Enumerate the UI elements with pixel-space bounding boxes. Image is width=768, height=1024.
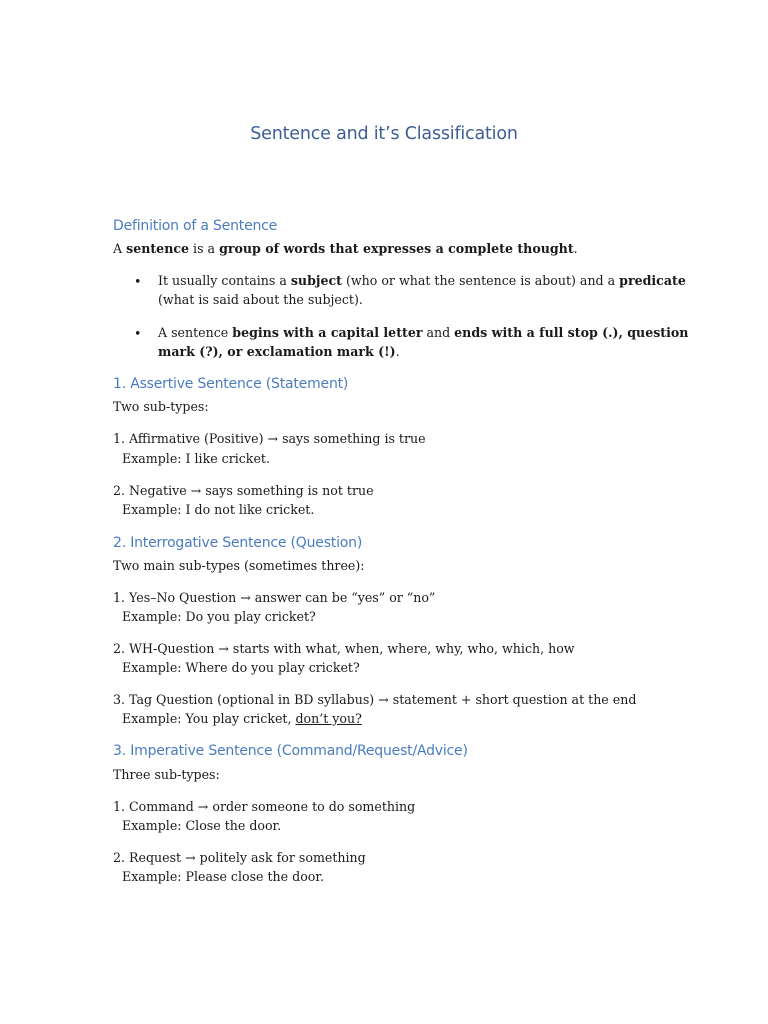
example-text: Example: You play cricket, don’t you? xyxy=(122,711,362,726)
tag-question-underlined: don’t you? xyxy=(295,711,362,726)
bullet-icon: • xyxy=(134,274,142,289)
definition-paragraph: A sentence is a group of words that expresses a complete thought. xyxy=(113,241,578,256)
list-item: 2. Request → politely ask for something xyxy=(113,850,366,865)
list-item: 1. Yes–No Question → answer can be “yes” or “no” xyxy=(113,590,436,605)
subtypes-label: Three sub-types: xyxy=(113,767,220,782)
subtypes-label: Two sub-types: xyxy=(113,399,209,414)
bullet-item-continuation: mark (?), or exclamation mark (!). xyxy=(158,344,400,359)
bullet-item-capital-letter: A sentence begins with a capital letter and ends with a full stop (.), question xyxy=(158,325,689,340)
example-text: Example: I do not like cricket. xyxy=(122,502,315,517)
example-text: Example: Do you play cricket? xyxy=(122,609,316,624)
bullet-icon: • xyxy=(134,326,142,341)
list-item: 2. WH-Question → starts with what, when, where, why, who, which, how xyxy=(113,641,575,656)
page-title: Sentence and it’s Classification xyxy=(250,124,518,144)
example-text: Example: Please close the door. xyxy=(122,869,324,884)
heading-imperative: 3. Imperative Sentence (Command/Request/Advice) xyxy=(113,743,468,759)
example-text: Example: Close the door. xyxy=(122,818,282,833)
subtypes-label: Two main sub-types (sometimes three): xyxy=(113,558,365,573)
list-item: 1. Affirmative (Positive) → says something is true xyxy=(113,431,426,446)
example-text: Example: Where do you play cricket? xyxy=(122,660,360,675)
list-item: 3. Tag Question (optional in BD syllabus) → statement + short question at the end xyxy=(113,692,637,707)
bullet-item-continuation: (what is said about the subject). xyxy=(158,292,363,307)
heading-definition: Definition of a Sentence xyxy=(113,218,278,234)
example-text: Example: I like cricket. xyxy=(122,451,270,466)
list-item: 2. Negative → says something is not true xyxy=(113,483,374,498)
heading-assertive: 1. Assertive Sentence (Statement) xyxy=(113,376,349,392)
list-item: 1. Command → order someone to do something xyxy=(113,799,416,814)
bullet-item-subject-predicate: It usually contains a subject (who or what the sentence is about) and a predicate xyxy=(158,273,686,288)
heading-interrogative: 2. Interrogative Sentence (Question) xyxy=(113,535,363,551)
